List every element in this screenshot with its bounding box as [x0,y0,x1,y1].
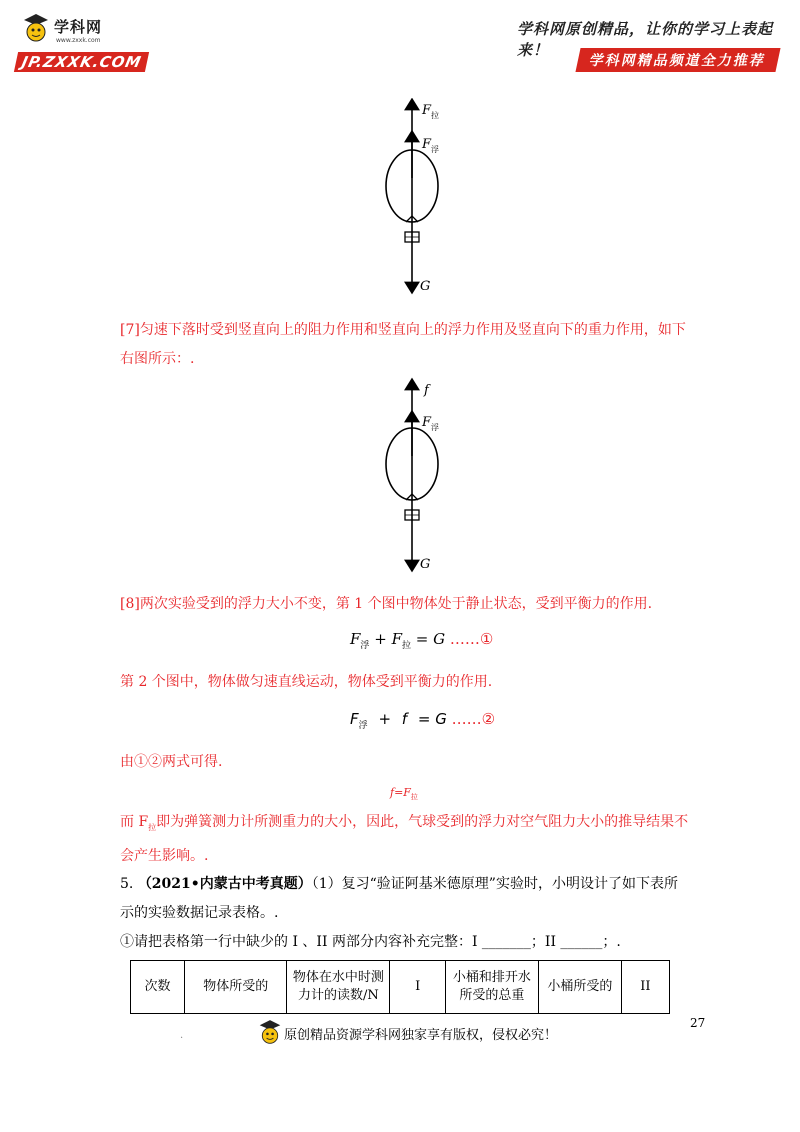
header-right-banner: 学科网精品频道全力推荐 [575,48,780,72]
formula-3: $f=F_拉$ [390,786,418,802]
question-5: 5. （2021•内蒙古中考真题）（1）复习“验证阿基米德原理”实验时，小明设计了如下表所 示的实验数据记录表格。. [120,876,678,921]
label-g-2: G [420,557,431,572]
label-f-buoyancy: F [422,137,432,152]
label-f-pull: F [422,103,432,118]
svg-text:拉: 拉 [431,111,439,120]
mascot-icon [22,12,50,46]
svg-text:浮: 浮 [431,145,439,154]
table-cell: 次数 [131,961,185,1014]
question-number: 5. [120,876,134,892]
table-cell: 小桶和排开水所受的总重 [446,961,539,1014]
logo-banner: JP.ZXXK.COM [14,52,150,72]
formula-1-mark: ……① [449,630,494,648]
table-cell: II [621,961,669,1014]
formula-2-mark: ……② [451,710,496,728]
header-logo [14,12,164,72]
force-diagram-1 [370,98,460,308]
data-record-table [130,960,670,1014]
footer-mascot-icon [258,1018,282,1048]
label-f-buoyancy-2: F [422,415,432,430]
para-7: [7]匀速下落时受到竖直向上的阻力作用和竖直向上的浮力作用及竖直向下的重力作用，如下右图所示：. [120,322,686,367]
table-row [131,961,670,1014]
page-number: 27 [690,1016,706,1030]
para-8: [8]两次实验受到的浮力大小不变，第 1 个图中物体处于静止状态，受到平衡力的作用. [120,596,653,612]
footer-copyright: 原创精品资源学科网独家享有版权，侵权必究！ [284,1028,558,1043]
table-cell: I [390,961,446,1014]
logo-name: 学科网 [54,18,103,36]
formula-1: $F_浮 + F_拉 = G$ ……① [350,630,494,651]
table-cell: 小桶所受的 [538,961,621,1014]
header-slogan: 学科网原创精品，让你的学习上表起来！ [517,20,774,59]
para-second-figure: 第 2 个图中，物体做匀速直线运动，物体受到平衡力的作用. [120,674,493,690]
logo-url: www.zxxk.com [56,37,101,44]
label-g: G [420,279,431,294]
table-cell: 物体在水中时测力计的读数/N [287,961,390,1014]
table-cell: 物体所受的 [184,961,286,1014]
svg-text:浮: 浮 [431,423,439,432]
question-source-tag: （2021•内蒙古中考真题） [137,876,312,892]
footer-dot: . [180,1030,184,1041]
question-5-sub-1: ①请把表格第一行中缺少的 I 、II 两部分内容补充完整：I _______；II ______；. [120,934,621,950]
force-diagram-2 [370,376,460,576]
para-derive: 由①②两式可得. [120,754,223,770]
formula-2: $F_浮 + f = G$ ……② [350,710,496,731]
label-f-drag: f [424,383,429,398]
para-conclusion: 而 $F_拉$即为弹簧测力计所测重力的大小，因此，气球受到的浮力对空气阻力大小的推导结果不 会产生影响。. [120,814,689,864]
